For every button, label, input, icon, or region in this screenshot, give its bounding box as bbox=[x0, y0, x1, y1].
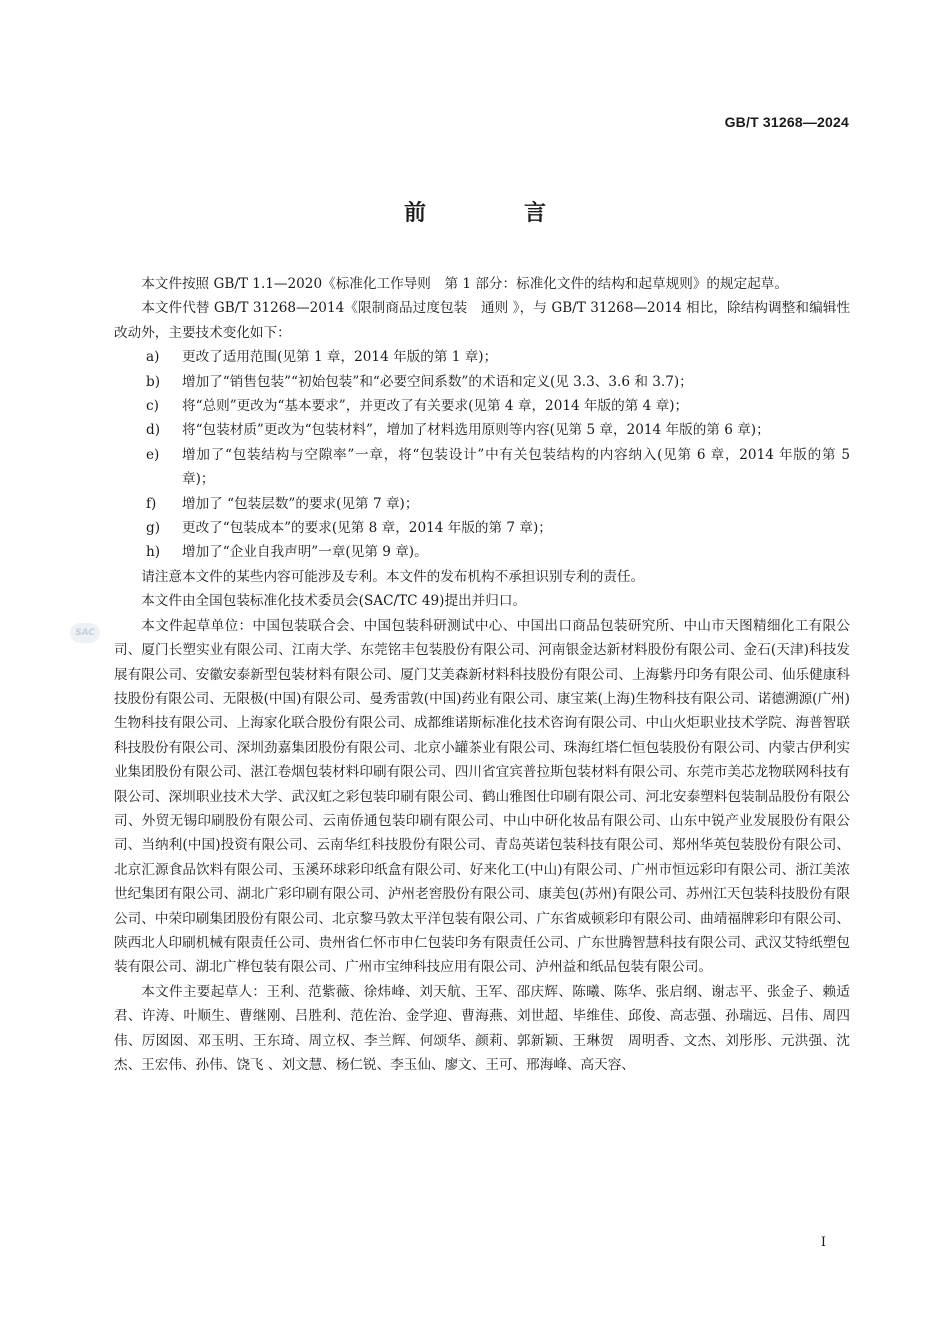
list-marker: d) bbox=[146, 422, 161, 439]
technical-changes-list bbox=[114, 345, 850, 565]
list-marker: c) bbox=[146, 398, 159, 415]
list-item bbox=[114, 418, 850, 442]
list-marker: e) bbox=[146, 446, 160, 463]
page-number: I bbox=[820, 1235, 826, 1250]
drafting-rule-paragraph: 本文件按照 GB/T 1.1—2020《标准化工作导则 第 1 部分：标准化文件的结构和起草规则》的规定起草。 bbox=[141, 276, 788, 292]
replacement-paragraph: 本文件代替 GB/T 31268—2014《限制商品过度包装 通则 》，与 GB/T 31268—2014 相比，除结构调整和编辑性改动外，主要技术变化如下： bbox=[114, 300, 850, 341]
list-item-text: 增加了“企业自我声明”一章(见第 9 章)。 bbox=[182, 544, 428, 561]
patent-notice-paragraph: 请注意本文件的某些内容可能涉及专利。本文件的发布机构不承担识别专利的责任。 bbox=[141, 568, 645, 585]
standard-code: GB/T 31268—2024 bbox=[724, 114, 849, 130]
list-marker: b) bbox=[146, 373, 161, 390]
list-marker: f) bbox=[146, 495, 157, 512]
drafting-units-paragraph: 本文件起草单位：中国包装联合会、中国包装科研测试中心、中国出口商品包装研究所、中山市天图精细化工有限公司、厦门长塑实业有限公司、江南大学、东莞铭丰包装股份有限公司、河南银金达新材料股份有限公司、金石(天津)科技发展有限公司、安徽安泰新型包装材料有限公司、厦门艾美森新材料科技股份有限公司、上海紫丹印务有限公司、仙乐健康科技股份有限公司、无限极(中国)有限公司、曼秀雷敦(中国)药业有限公司、康宝莱(上海)生物科技有限公司、诺德溯源(广州)生物科技有限公司、上海家化联合股份有限公司、成都维诺斯标准化技术咨询有限公司、中山火炬职业技术学院、海普智联科技股份有限公司、深圳劲嘉集团股份有限公司、北京小罐茶业有限公司、珠海红塔仁恒包装股份有限公司、内蒙古伊利实业集团股份有限公司、湛江卷烟包装材料印刷有限公司、四川省宜宾普拉斯包装材料有限公司、东莞市美芯龙物联网科技有限公司、深圳职业技术大学、武汉虹之彩包装印刷有限公司、鹤山雅图仕印刷有限公司、河北安泰塑料包装制品股份有限公司、外贸无锡印刷股份有限公司、云南侨通包装印刷有限公司、中山中研化妆品有限公司、山东中锐产业发展股份有限公司、当纳利(中国)投资有限公司、云南华红科技股份有限公司、青岛英诺包装科技有限公司、郑州华英包装股份有限公司、北京汇源食品饮料有限公司、玉溪环球彩印纸盒有限公司、好来化工(中山)有限公司、广州市恒远彩印有限公司、浙江美浓世纪集团有限公司、湖北广彩印刷有限公司、泸州老窖股份有限公司、康美包(苏州)有限公司、苏州江天包装科技股份有限公司、中荣印刷集团股份有限公司、北京黎马敦太平洋包装有限公司、广东省威顿彩印有限公司、曲靖福牌彩印有限公司、陕西北人印刷机械有限责任公司、贵州省仁怀市申仁包装印务有限责任公司、广东世腾智慧科技有限公司、武汉艾特纸塑包装有限公司、湖北广桦包装有限公司、广州市宝绅科技应用有限公司、泸州益和纸品包装有限公司。 bbox=[114, 617, 850, 976]
list-item-text: 增加了“包装结构与空隙率”一章，将“包装设计”中有关包装结构的内容纳入(见第 6 章，2014 年版的第 5 章)； bbox=[182, 446, 850, 488]
list-item-text: 更改了适用范围(见第 1 章，2014 年版的第 1 章)； bbox=[182, 349, 498, 366]
list-marker: h) bbox=[146, 544, 161, 561]
list-item-text: 增加了“销售包装”“初始包装”和“必要空间系数”的术语和定义(见 3.3、3.6 和 3.7)； bbox=[182, 373, 693, 390]
sac-watermark-logo: SAC bbox=[70, 623, 100, 643]
list-item bbox=[114, 394, 850, 418]
list-marker: g) bbox=[146, 520, 161, 537]
list-item bbox=[114, 516, 850, 540]
proposer-paragraph: 本文件由全国包装标准化技术委员会(SAC/TC 49)提出并归口。 bbox=[141, 593, 527, 610]
list-marker: a) bbox=[146, 349, 160, 366]
foreword-body bbox=[114, 272, 850, 1077]
list-item bbox=[114, 492, 850, 516]
page-title: 前 言 bbox=[403, 201, 584, 226]
drafters-paragraph: 本文件主要起草人：王利、范紫薇、徐炜峰、刘天航、王军、邵庆辉、陈曦、陈华、张启纲、谢志平、张金子、赖适君、许涛、叶顺生、曹继刚、吕胜利、范佐治、金学迎、曹海燕、刘世超、毕维佳、邱俊、高志强、孙瑞远、吕伟、周四伟、厉囡囡、邓玉明、王东琦、周立权、李兰辉、何颂华、颜莉、郭新颖、王琳贺 周明香、文杰、刘彤彤、元洪强、沈杰、王宏伟、孙伟、饶飞 、刘文慧、杨仁锐、李玉仙、廖文、王可、邢海峰、高天容、 bbox=[114, 983, 850, 1073]
list-item bbox=[114, 370, 850, 394]
list-item bbox=[114, 443, 850, 492]
list-item-text: 将“包装材质”更改为“包装材料”，增加了材料选用原则等内容(见第 5 章，2014 年版的第 6 章)； bbox=[182, 422, 770, 439]
list-item-text: 更改了“包装成本”的要求(见第 8 章，2014 年版的第 7 章)； bbox=[182, 520, 552, 537]
list-item-text: 将“总则”更改为“基本要求”，并更改了有关要求(见第 4 章，2014 年版的第 4 章)； bbox=[182, 398, 689, 415]
list-item bbox=[114, 345, 850, 369]
list-item-text: 增加了 “包装层数”的要求(见第 7 章)； bbox=[182, 495, 419, 512]
list-item bbox=[114, 540, 850, 564]
